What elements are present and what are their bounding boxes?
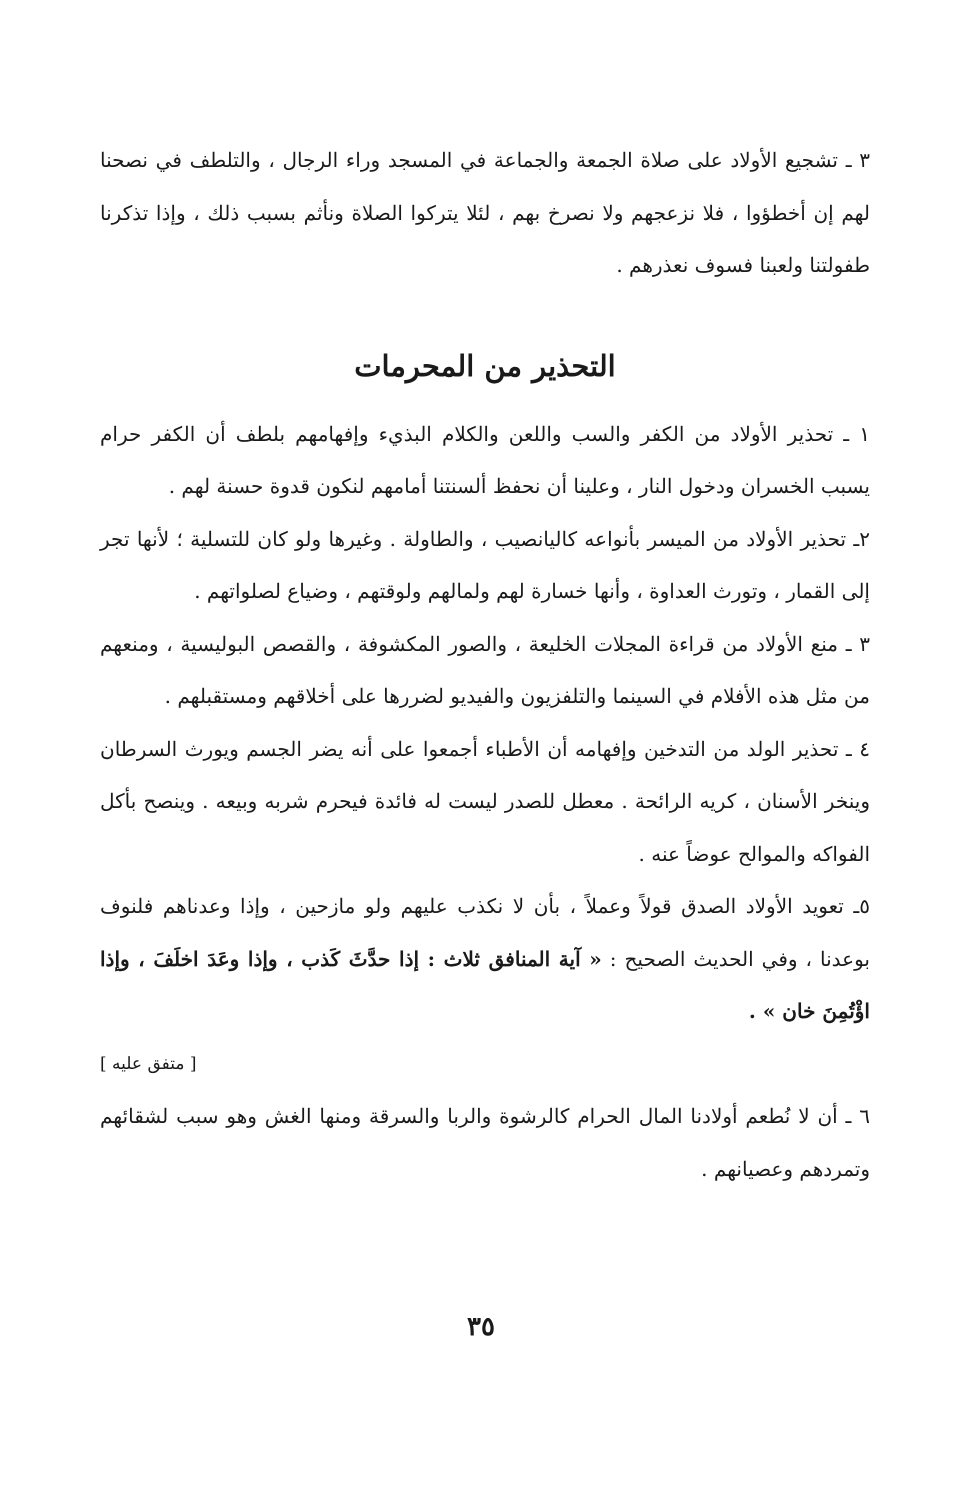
item-2-paragraph: ٢ـ تحذير الأولاد من الميسر بأنواعه كاليانصيب ، والطاولة . وغيرها ولو كان للتسلية ؛ لأنها تجر إلى القمار ، وتورث العداوة ، وأنها خسارة لهم ولمالهم ولوقتهم ، وضياع لصلواتهم . — [100, 526, 870, 603]
hadith-quote: « آية المنافق ثلاث : إذا حدَّثَ كَذب ، وإذا وعَدَ اخلَفَ ، وإذا اؤْتُمِنَ خان » . — [100, 946, 870, 1023]
reference-line — [100, 1038, 870, 1091]
item-4-paragraph: ٤ ـ تحذير الولد من التدخين وإفهامه أن الأطباء أجمعوا على أنه يضر الجسم ويورث السرطان وينخر الأسنان ، كريه الرائحة . معطل للصدر ليست له فائدة فيحرم شربه وبيعه . وينصح بأكل الفواكه والموالح عوضاً عنه . — [100, 736, 870, 866]
item-1-paragraph: ١ ـ تحذير الأولاد من الكفر والسب واللعن والكلام البذيء وإفهامهم بلطف أن الكفر حرام يسبب الخسران ودخول النار ، وعلينا أن نحفظ ألسنتنا أمامهم لنكون قدوة حسنة لهم . — [100, 421, 870, 498]
hadith-reference: [ متفق عليه ] — [100, 1053, 197, 1074]
section-heading: التحذير من المحرمات — [354, 348, 616, 383]
intro-paragraph: ٣ ـ تشجيع الأولاد على صلاة الجمعة والجماعة في المسجد وراء الرجال ، والتلطف في نصحنا لهم إن أخطؤوا ، فلا نزعجهم ولا نصرخ بهم ، لئلا يتركوا الصلاة ونأثم بسبب ذلك ، وإذا تذكرنا طفولتنا ولعبنا فسوف نعذرهم . — [100, 148, 870, 277]
item-5-intro: ٥ـ تعويد الأولاد الصدق قولاً وعملاً ، بأن لا نكذب عليهم ولو مازحين ، وإذا وعدناهم فلنوف بوعدنا ، وفي الحديث الصحيح : — [100, 894, 871, 971]
item-5-block — [100, 880, 870, 1090]
item-5-paragraph — [100, 880, 870, 1038]
item-6-paragraph: ٦ ـ أن لا نُطعم أولادنا المال الحرام كالرشوة والربا والسرقة ومنها الغش وهو سبب لشقائهم وتمردهم وعصيانهم . — [100, 1104, 870, 1181]
item-3-paragraph: ٣ ـ منع الأولاد من قراءة المجلات الخليعة ، والصور المكشوفة ، والقصص البوليسية ، ومنعهم من مثل هذه الأفلام في السينما والتلفزيون والفيديو لضررها على أخلاقهم ومستقبلهم . — [100, 631, 870, 708]
page-number: ٣٥ — [467, 1312, 495, 1342]
